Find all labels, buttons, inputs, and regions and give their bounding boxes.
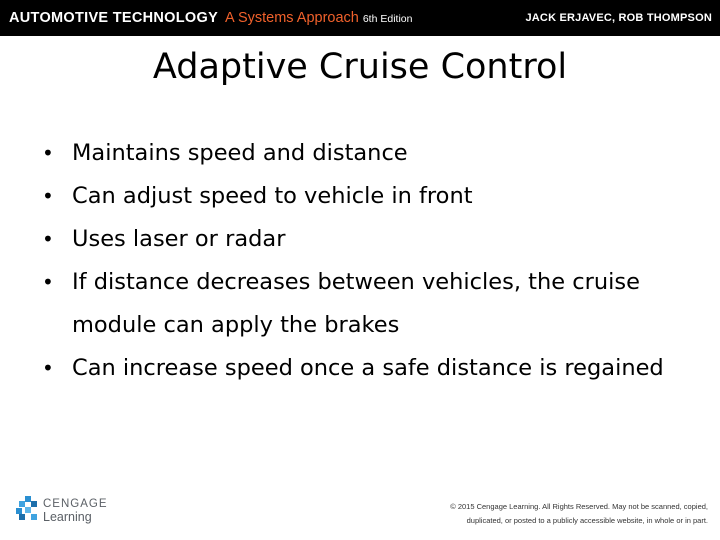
- bullet-icon: •: [42, 356, 54, 380]
- copyright-notice: [408, 500, 708, 528]
- slide-title: Adaptive Cruise Control: [152, 47, 568, 87]
- bullet-icon: •: [42, 184, 54, 208]
- logo-word-learning: Learning: [43, 510, 92, 524]
- bullet-text: Uses laser or radar: [72, 226, 286, 252]
- book-subtitle: A Systems Approach: [225, 10, 359, 26]
- header-bar: [0, 0, 720, 36]
- bullet-text: If distance decreases between vehicles, the cruise module can apply the brakes: [72, 269, 640, 338]
- bullet-icon: •: [42, 227, 54, 251]
- cengage-logo: [16, 494, 126, 530]
- bullet-item: [42, 261, 702, 347]
- bullet-item: [42, 218, 702, 261]
- edition-label: 6th Edition: [362, 13, 413, 25]
- bullet-icon: •: [42, 270, 54, 294]
- bullet-item: [42, 132, 702, 175]
- bullet-icon: •: [42, 141, 54, 165]
- bullet-item: [42, 175, 702, 218]
- bullet-list: [42, 132, 702, 390]
- authors-label: JACK ERJAVEC, ROB THOMPSON: [525, 12, 712, 24]
- book-header: [9, 9, 412, 28]
- copyright-line: duplicated, or posted to a publicly accessible website, in whole or in part.: [466, 516, 708, 525]
- logo-word-cengage: CENGAGE: [43, 498, 108, 510]
- bullet-text: Maintains speed and distance: [72, 140, 408, 166]
- bullet-text: Can adjust speed to vehicle in front: [72, 183, 473, 209]
- cengage-logo-icon: [16, 496, 40, 522]
- bullet-text: Can increase speed once a safe distance is regained: [72, 355, 664, 381]
- bullet-item: [42, 347, 702, 390]
- book-title: AUTOMOTIVE TECHNOLOGY: [9, 10, 219, 26]
- copyright-line: © 2015 Cengage Learning. All Rights Reserved. May not be scanned, copied,: [450, 502, 708, 511]
